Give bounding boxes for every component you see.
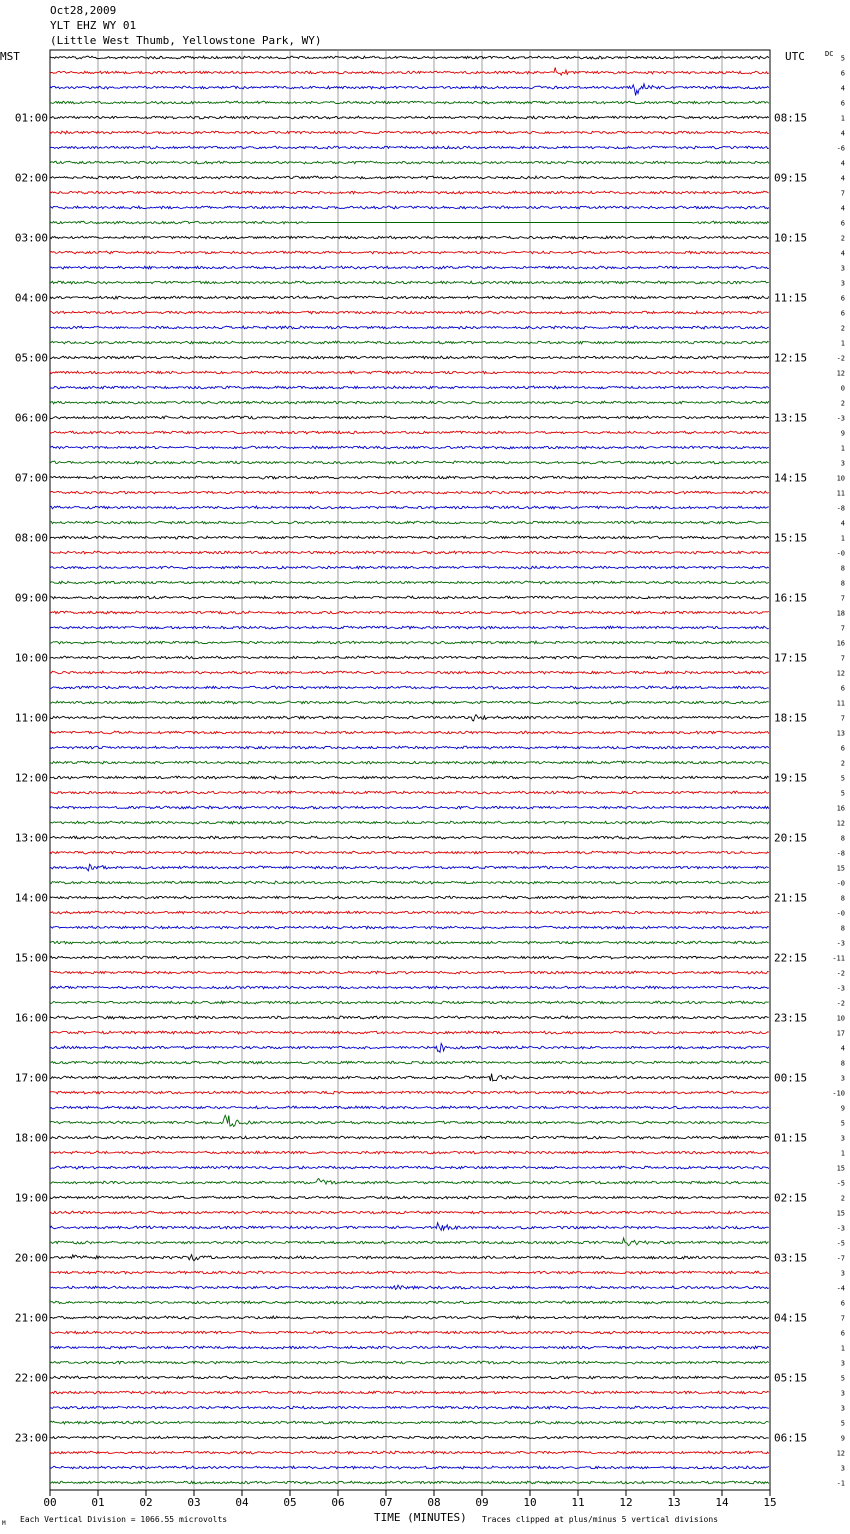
right-hour-label: 14:15 — [774, 471, 808, 485]
dc-offset-value: -6 — [836, 144, 845, 153]
trace-row — [50, 851, 769, 854]
trace-row — [50, 761, 769, 764]
trace-row — [50, 864, 769, 871]
left-hour-label: 23:00 — [14, 1431, 48, 1445]
dc-offset-value: 10 — [836, 1014, 845, 1023]
dc-offset-value: 3 — [840, 1074, 845, 1083]
right-hour-label: 05:15 — [774, 1371, 808, 1385]
trace-row — [50, 986, 769, 989]
dc-offset-value: 3 — [840, 459, 845, 468]
dc-offset-value: 3 — [840, 1134, 845, 1143]
dc-offset-value: -1 — [836, 1479, 845, 1488]
dc-offset-value: 2 — [840, 234, 845, 243]
dc-offset-value: -5 — [836, 1239, 845, 1248]
dc-offset-value: 15 — [836, 1164, 845, 1173]
trace-row — [50, 1031, 769, 1034]
dc-offset-value: 4 — [840, 519, 845, 528]
trace-row — [50, 1016, 769, 1019]
trace-row — [50, 731, 769, 734]
dc-offset-value: 5 — [840, 789, 845, 798]
dc-offset-value: 17 — [836, 1029, 845, 1038]
right-hour-label: 11:15 — [774, 291, 808, 305]
dc-offset-value: 12 — [836, 819, 845, 828]
dc-offset-value: -0 — [836, 909, 845, 918]
x-tick-label: 00 — [43, 1496, 57, 1509]
dc-offset-value: 16 — [836, 639, 845, 648]
trace-row — [50, 341, 769, 344]
dc-offset-value: 6 — [840, 309, 845, 318]
trace-row — [50, 1238, 769, 1246]
right-hour-label: 23:15 — [774, 1011, 808, 1025]
trace-row — [50, 266, 769, 269]
left-hour-label: 19:00 — [14, 1191, 48, 1205]
dc-offset-value: 8 — [840, 924, 845, 933]
right-hour-label: 20:15 — [774, 831, 808, 845]
dc-offset-value: 8 — [840, 579, 845, 588]
trace-row — [50, 1106, 769, 1109]
dc-offset-value: 2 — [840, 759, 845, 768]
dc-offset-value: 1 — [840, 444, 845, 453]
trace-row — [50, 536, 769, 539]
dc-offset-value: 7 — [840, 714, 845, 723]
dc-offset-value: 9 — [840, 429, 845, 438]
plot-date: Oct28,2009 — [50, 4, 117, 17]
left-hour-label: 08:00 — [14, 531, 48, 545]
x-tick-label: 04 — [235, 1496, 249, 1509]
dc-offset-value: 7 — [840, 189, 845, 198]
dc-offset-value: -0 — [836, 549, 845, 558]
dc-offset-value: 6 — [840, 219, 845, 228]
x-tick-label: 13 — [667, 1496, 681, 1509]
dc-offset-value: 7 — [840, 624, 845, 633]
dc-offset-value: 4 — [840, 249, 845, 258]
dc-offset-value: 4 — [840, 1044, 845, 1053]
dc-offset-value: 8 — [840, 834, 845, 843]
right-hour-label: 22:15 — [774, 951, 808, 965]
trace-row — [50, 821, 769, 824]
dc-offset-value: 4 — [840, 84, 845, 93]
dc-offset-value: 15 — [836, 864, 845, 873]
left-hour-label: 06:00 — [14, 411, 48, 425]
trace-row — [50, 176, 769, 179]
left-hour-label: 13:00 — [14, 831, 48, 845]
station-location: (Little West Thumb, Yellowstone Park, WY) — [50, 34, 322, 47]
dc-offset-value: 3 — [840, 1464, 845, 1473]
x-tick-label: 15 — [763, 1496, 777, 1509]
trace-row — [50, 1331, 769, 1334]
right-hour-label: 13:15 — [774, 411, 808, 425]
trace-row — [50, 1481, 769, 1484]
dc-offset-value: 6 — [840, 1299, 845, 1308]
trace-row — [50, 401, 769, 404]
right-hour-label: 00:15 — [774, 1071, 808, 1085]
trace-row — [50, 1436, 769, 1439]
dc-offset-value: 3 — [840, 1389, 845, 1398]
trace-row — [50, 206, 769, 209]
trace-row — [50, 641, 769, 644]
x-tick-label: 06 — [331, 1496, 345, 1509]
left-timezone-label: MST — [0, 50, 20, 63]
trace-row — [50, 446, 769, 449]
right-hour-label: 09:15 — [774, 171, 808, 185]
dc-offset-value: 4 — [840, 159, 845, 168]
dc-offset-value: 1 — [840, 534, 845, 543]
x-tick-label: 09 — [475, 1496, 489, 1509]
dc-offset-value: 6 — [840, 684, 845, 693]
left-hour-label: 01:00 — [14, 111, 48, 125]
dc-offset-value: 7 — [840, 1314, 845, 1323]
trace-row — [50, 911, 769, 914]
dc-offset-value: -10 — [832, 1089, 845, 1098]
dc-offset-value: -11 — [832, 954, 845, 963]
dc-offset-value: 5 — [840, 54, 845, 63]
trace-row — [50, 131, 769, 134]
right-hour-label: 06:15 — [774, 1431, 808, 1445]
dc-offset-value: 16 — [836, 804, 845, 813]
left-hour-label: 22:00 — [14, 1371, 48, 1385]
trace-row — [50, 1115, 769, 1126]
trace-row — [50, 506, 769, 509]
trace-row — [50, 1166, 769, 1169]
dc-offset-value: 18 — [836, 609, 845, 618]
left-hour-label: 09:00 — [14, 591, 48, 605]
x-tick-label: 11 — [571, 1496, 585, 1509]
trace-row — [50, 491, 769, 494]
trace-row — [50, 1421, 769, 1424]
x-tick-label: 02 — [139, 1496, 153, 1509]
trace-row — [50, 656, 769, 659]
dc-offset-value: 8 — [840, 1059, 845, 1068]
x-tick-label: 05 — [283, 1496, 297, 1509]
dc-offset-value: 8 — [840, 564, 845, 573]
trace-row — [50, 236, 769, 239]
trace-row — [50, 116, 769, 119]
dc-offset-value: 8 — [840, 894, 845, 903]
dc-offset-value: 6 — [840, 99, 845, 108]
trace-row — [50, 1074, 769, 1081]
right-hour-label: 04:15 — [774, 1311, 808, 1325]
trace-row — [50, 461, 769, 464]
trace-row — [50, 281, 769, 284]
x-tick-label: 14 — [715, 1496, 729, 1509]
left-hour-label: 21:00 — [14, 1311, 48, 1325]
right-hour-label: 08:15 — [774, 111, 808, 125]
trace-row — [50, 1285, 769, 1289]
x-tick-label: 01 — [91, 1496, 105, 1509]
dc-offset-value: 12 — [836, 369, 845, 378]
trace-row — [50, 191, 769, 194]
dc-offset-value: 7 — [840, 654, 845, 663]
dc-offset-value: -3 — [836, 984, 845, 993]
x-tick-label: 08 — [427, 1496, 441, 1509]
left-hour-label: 18:00 — [14, 1131, 48, 1145]
trace-row — [50, 1091, 769, 1094]
dc-offset-value: -8 — [836, 504, 845, 513]
trace-row — [50, 386, 769, 389]
trace-row — [50, 84, 769, 96]
trace-row — [50, 551, 769, 554]
trace-row — [50, 251, 769, 254]
dc-offset-value: -7 — [836, 1254, 845, 1263]
trace-row — [50, 926, 769, 929]
trace-row — [50, 371, 769, 374]
left-hour-label: 20:00 — [14, 1251, 48, 1265]
trace-row — [50, 311, 769, 314]
trace-row — [50, 791, 769, 794]
trace-row — [50, 1316, 769, 1319]
trace-row — [50, 521, 769, 524]
dc-offset-value: 4 — [840, 204, 845, 213]
x-tick-label: 12 — [619, 1496, 633, 1509]
trace-row — [50, 1223, 769, 1231]
trace-row — [50, 566, 769, 569]
trace-row — [50, 746, 769, 749]
dc-offset-value: -8 — [836, 849, 845, 858]
dc-offset-value: 3 — [840, 1404, 845, 1413]
trace-row — [50, 1361, 769, 1364]
trace-row — [50, 1391, 769, 1394]
left-hour-label: 12:00 — [14, 771, 48, 785]
right-hour-label: 21:15 — [774, 891, 808, 905]
left-hour-label: 11:00 — [14, 711, 48, 725]
trace-row — [50, 1376, 769, 1379]
dc-offset-value: -2 — [836, 999, 845, 1008]
dc-offset-value: 4 — [840, 129, 845, 138]
trace-row — [50, 101, 769, 104]
dc-offset-value: 11 — [836, 489, 845, 498]
dc-offset-value: 9 — [840, 1104, 845, 1113]
right-hour-label: 18:15 — [774, 711, 808, 725]
dc-offset-value: -2 — [836, 969, 845, 978]
x-tick-label: 07 — [379, 1496, 393, 1509]
trace-row — [50, 431, 769, 434]
dc-offset-value: 2 — [840, 1194, 845, 1203]
trace-row — [50, 68, 769, 76]
trace-row — [50, 1001, 769, 1004]
trace-row — [50, 326, 769, 329]
trace-row — [50, 596, 769, 599]
trace-row — [50, 356, 769, 359]
trace-row — [50, 626, 769, 629]
dc-offset-value: 3 — [840, 264, 845, 273]
trace-row — [50, 1044, 769, 1053]
right-hour-label: 02:15 — [774, 1191, 808, 1205]
dc-offset-value: 3 — [840, 1269, 845, 1278]
left-hour-label: 17:00 — [14, 1071, 48, 1085]
dc-offset-value: 5 — [840, 1419, 845, 1428]
trace-row — [50, 1196, 769, 1199]
trace-row — [50, 146, 769, 149]
left-hour-label: 02:00 — [14, 171, 48, 185]
trace-row — [50, 1301, 769, 1304]
x-tick-label: 10 — [523, 1496, 537, 1509]
dc-offset-value: 11 — [836, 699, 845, 708]
left-hour-label: 10:00 — [14, 651, 48, 665]
left-hour-label: 03:00 — [14, 231, 48, 245]
dc-offset-value: 7 — [840, 594, 845, 603]
right-hour-label: 12:15 — [774, 351, 808, 365]
dc-offset-value: -4 — [836, 1284, 845, 1293]
trace-row — [50, 715, 769, 721]
dc-offset-value: 6 — [840, 69, 845, 78]
right-hour-label: 01:15 — [774, 1131, 808, 1145]
trace-row — [50, 776, 769, 779]
trace-row — [50, 686, 769, 689]
trace-row — [50, 1255, 769, 1261]
left-hour-label: 16:00 — [14, 1011, 48, 1025]
station-code: YLT EHZ WY 01 — [50, 19, 137, 32]
dc-offset-value: 10 — [836, 474, 845, 483]
trace-row — [50, 416, 769, 419]
dc-offset-value: 13 — [836, 729, 845, 738]
trace-row — [50, 671, 769, 674]
dc-offset-value: -5 — [836, 1179, 845, 1188]
trace-row — [50, 1136, 769, 1139]
trace-row — [50, 221, 769, 224]
left-hour-label: 15:00 — [14, 951, 48, 965]
trace-row — [50, 881, 769, 884]
dc-offset-value: 3 — [840, 279, 845, 288]
dc-offset-value: 4 — [840, 174, 845, 183]
dc-offset-value: 1 — [840, 339, 845, 348]
dc-offset-value: -3 — [836, 1224, 845, 1233]
dc-offset-value: -3 — [836, 939, 845, 948]
right-hour-label: 19:15 — [774, 771, 808, 785]
trace-row — [50, 1179, 769, 1185]
trace-row — [50, 1451, 769, 1454]
clipping-note: Traces clipped at plus/minus 5 vertical divisions — [482, 1515, 719, 1524]
trace-row — [50, 1406, 769, 1409]
trace-row — [50, 1346, 769, 1349]
trace-row — [50, 1466, 769, 1469]
dc-offset-value: 2 — [840, 324, 845, 333]
x-tick-label: 03 — [187, 1496, 201, 1509]
trace-row — [50, 1061, 769, 1064]
dc-offset-value: -3 — [836, 414, 845, 423]
trace-row — [50, 956, 769, 959]
dc-offset-value: -0 — [836, 879, 845, 888]
left-hour-label: 07:00 — [14, 471, 48, 485]
dc-offset-value: 6 — [840, 294, 845, 303]
dc-offset-value: 2 — [840, 399, 845, 408]
dc-offset-value: 9 — [840, 1434, 845, 1443]
dc-offset-value: 6 — [840, 1329, 845, 1338]
dc-offset-value: 12 — [836, 1449, 845, 1458]
trace-row — [50, 806, 769, 809]
dc-offset-value: 0 — [840, 384, 845, 393]
x-axis-title: TIME (MINUTES) — [374, 1511, 467, 1524]
trace-row — [50, 581, 769, 584]
dc-offset-value: 6 — [840, 744, 845, 753]
trace-row — [50, 896, 769, 899]
trace-row — [50, 1271, 769, 1274]
dc-offset-value: -2 — [836, 354, 845, 363]
trace-row — [50, 476, 769, 479]
right-hour-label: 17:15 — [774, 651, 808, 665]
trace-row — [50, 971, 769, 974]
dc-offset-value: 5 — [840, 774, 845, 783]
left-hour-label: 04:00 — [14, 291, 48, 305]
dc-offset-value: 12 — [836, 669, 845, 678]
trace-row — [50, 701, 769, 704]
dc-offset-value: 15 — [836, 1209, 845, 1218]
right-hour-label: 15:15 — [774, 531, 808, 545]
dc-offset-value: 1 — [840, 1344, 845, 1353]
trace-row — [50, 56, 769, 59]
dc-offset-value: 1 — [840, 1149, 845, 1158]
left-hour-label: 14:00 — [14, 891, 48, 905]
trace-row — [50, 296, 769, 299]
trace-row — [50, 941, 769, 944]
right-hour-label: 16:15 — [774, 591, 808, 605]
left-hour-label: 05:00 — [14, 351, 48, 365]
dc-offset-value: 1 — [840, 114, 845, 123]
dc-offset-label: DC — [825, 50, 834, 58]
trace-row — [50, 1151, 769, 1154]
dc-offset-value: 3 — [840, 1359, 845, 1368]
trace-row — [50, 161, 769, 164]
corner-mark: M — [2, 1520, 6, 1527]
right-hour-label: 10:15 — [774, 231, 808, 245]
dc-offset-value: 5 — [840, 1374, 845, 1383]
trace-row — [50, 1211, 769, 1214]
right-timezone-label: UTC — [785, 50, 805, 63]
trace-row — [50, 611, 769, 614]
trace-row — [50, 836, 769, 839]
vertical-division-note: Each Vertical Division = 1066.55 microvolts — [20, 1515, 228, 1524]
dc-offset-value: 5 — [840, 1119, 845, 1128]
right-hour-label: 03:15 — [774, 1251, 808, 1265]
